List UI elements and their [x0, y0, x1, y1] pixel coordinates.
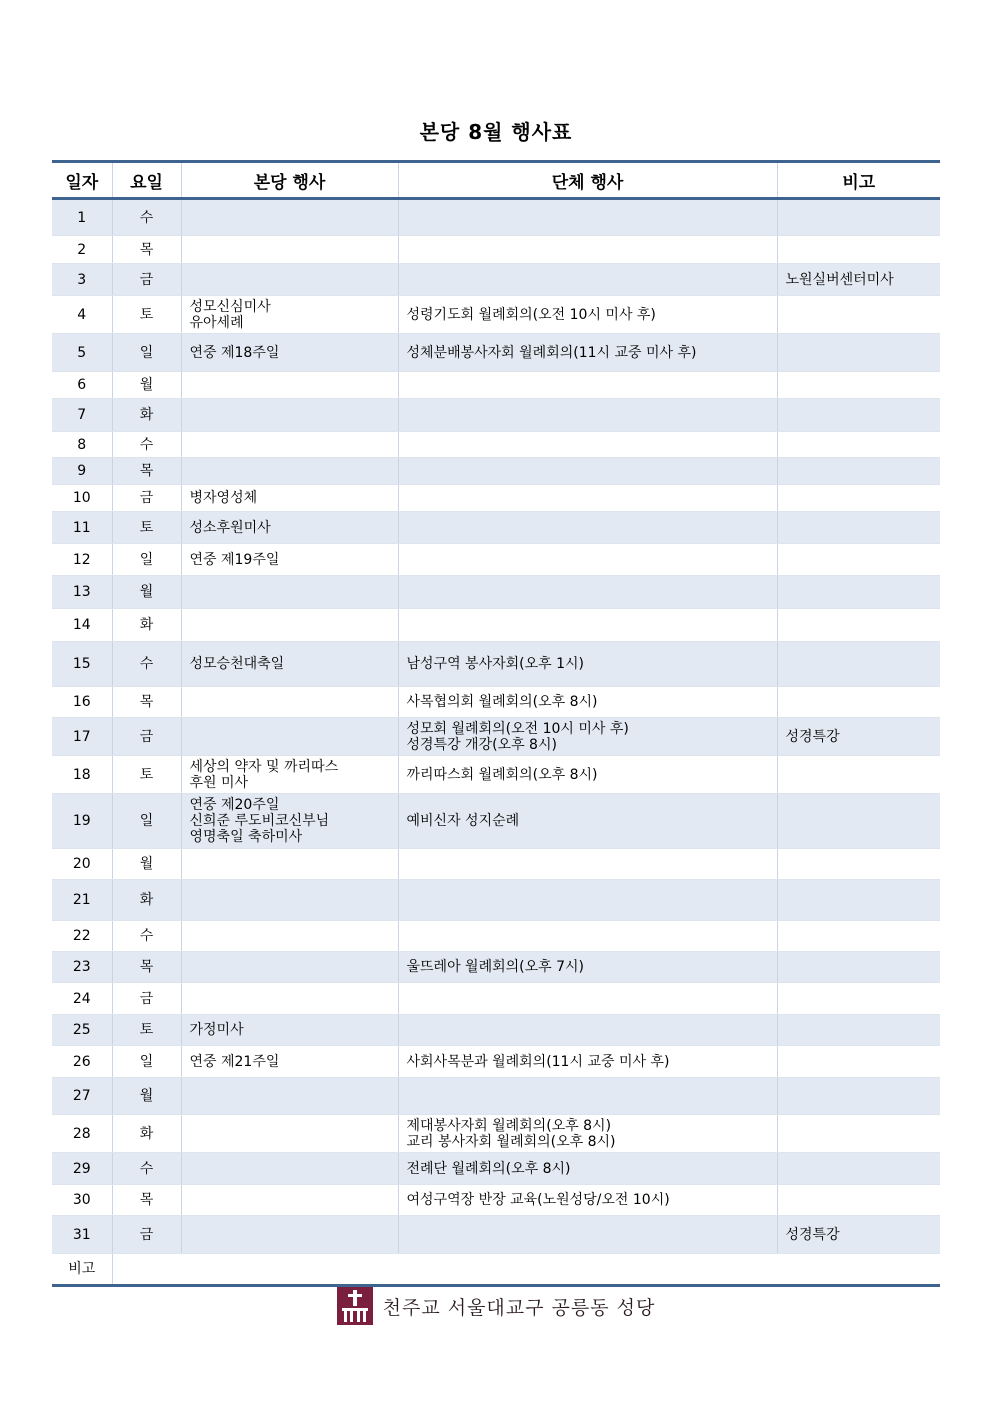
parish-event-cell	[181, 236, 398, 264]
table-row	[52, 485, 940, 512]
parish-event-cell	[181, 432, 398, 458]
weekday-cell: 금	[112, 264, 181, 296]
header-row	[52, 162, 940, 199]
table-row	[52, 1216, 940, 1254]
weekday-cell: 토	[112, 296, 181, 334]
group-event-cell	[398, 576, 777, 609]
remarks-cell	[777, 1153, 940, 1185]
footer	[0, 1287, 992, 1325]
weekday-cell: 일	[112, 544, 181, 576]
group-event-cell: 남성구역 봉사자회(오후 1시)	[398, 642, 777, 687]
table-row	[52, 399, 940, 432]
parish-event-cell: 성소후원미사	[181, 512, 398, 544]
table-row	[52, 544, 940, 576]
table-row	[52, 1046, 940, 1078]
date-cell: 9	[52, 458, 112, 485]
date-cell: 4	[52, 296, 112, 334]
weekday-cell: 화	[112, 399, 181, 432]
remarks-cell	[777, 576, 940, 609]
group-event-cell	[398, 372, 777, 399]
parish-event-cell	[181, 372, 398, 399]
table-row	[52, 952, 940, 983]
remarks-cell	[777, 1078, 940, 1115]
date-cell: 10	[52, 485, 112, 512]
group-event-cell	[398, 512, 777, 544]
col-header-date: 일자	[52, 162, 112, 199]
table-row	[52, 756, 940, 794]
group-event-cell	[398, 236, 777, 264]
table-row	[52, 1185, 940, 1216]
table-row	[52, 642, 940, 687]
date-cell: 31	[52, 1216, 112, 1254]
parish-event-cell	[181, 952, 398, 983]
date-cell: 27	[52, 1078, 112, 1115]
remarks-cell	[777, 983, 940, 1015]
weekday-cell: 수	[112, 432, 181, 458]
remarks-cell	[777, 458, 940, 485]
date-cell: 2	[52, 236, 112, 264]
date-cell: 25	[52, 1015, 112, 1046]
table-row	[52, 334, 940, 372]
remarks-cell	[777, 952, 940, 983]
table-row	[52, 199, 940, 236]
weekday-cell: 수	[112, 1153, 181, 1185]
weekday-cell: 금	[112, 718, 181, 756]
parish-event-cell	[181, 264, 398, 296]
group-event-cell	[398, 609, 777, 642]
weekday-cell: 월	[112, 372, 181, 399]
remarks-value	[112, 1254, 940, 1286]
weekday-cell: 금	[112, 485, 181, 512]
weekday-cell: 일	[112, 334, 181, 372]
group-event-cell	[398, 1078, 777, 1115]
remarks-cell	[777, 687, 940, 718]
parish-event-cell: 연중 제21주일	[181, 1046, 398, 1078]
weekday-cell: 수	[112, 642, 181, 687]
col-header-group-events: 단체 행사	[398, 162, 777, 199]
parish-event-cell: 성모승천대축일	[181, 642, 398, 687]
date-cell: 16	[52, 687, 112, 718]
date-cell: 30	[52, 1185, 112, 1216]
date-cell: 20	[52, 849, 112, 880]
remarks-cell	[777, 642, 940, 687]
weekday-cell: 토	[112, 512, 181, 544]
group-event-cell: 예비신자 성지순례	[398, 794, 777, 849]
cross-church-icon	[337, 1287, 373, 1325]
weekday-cell: 토	[112, 756, 181, 794]
date-cell: 5	[52, 334, 112, 372]
weekday-cell: 목	[112, 236, 181, 264]
remarks-cell	[777, 372, 940, 399]
weekday-cell: 월	[112, 576, 181, 609]
table-row	[52, 794, 940, 849]
group-event-cell: 성령기도회 월례회의(오전 10시 미사 후)	[398, 296, 777, 334]
remarks-cell	[777, 296, 940, 334]
group-event-cell	[398, 485, 777, 512]
parish-event-cell: 연중 제20주일 신희준 루도비코신부님 영명축일 축하미사	[181, 794, 398, 849]
date-cell: 26	[52, 1046, 112, 1078]
table-row	[52, 236, 940, 264]
remarks-cell	[777, 880, 940, 921]
parish-event-cell	[181, 880, 398, 921]
date-cell: 15	[52, 642, 112, 687]
weekday-cell: 화	[112, 609, 181, 642]
parish-event-cell: 연중 제18주일	[181, 334, 398, 372]
parish-event-cell	[181, 687, 398, 718]
table-row	[52, 687, 940, 718]
table-row	[52, 983, 940, 1015]
date-cell: 8	[52, 432, 112, 458]
parish-event-cell	[181, 399, 398, 432]
group-event-cell	[398, 544, 777, 576]
date-cell: 14	[52, 609, 112, 642]
group-event-cell	[398, 458, 777, 485]
remarks-cell	[777, 921, 940, 952]
weekday-cell: 토	[112, 1015, 181, 1046]
weekday-cell: 월	[112, 1078, 181, 1115]
table-row	[52, 372, 940, 399]
parish-event-cell	[181, 576, 398, 609]
table-row	[52, 609, 940, 642]
remarks-cell	[777, 544, 940, 576]
group-event-cell: 여성구역장 반장 교육(노원성당/오전 10시)	[398, 1185, 777, 1216]
remarks-label: 비고	[52, 1254, 112, 1286]
remarks-cell	[777, 1115, 940, 1153]
parish-event-cell	[181, 609, 398, 642]
remarks-cell	[777, 1185, 940, 1216]
footer-parish-name: 천주교 서울대교구 공릉동 성당	[382, 1296, 656, 1319]
group-event-cell: 제대봉사자회 월례회의(오후 8시) 교리 봉사자회 월례회의(오후 8시)	[398, 1115, 777, 1153]
table-row	[52, 512, 940, 544]
group-event-cell: 까리따스회 월례회의(오후 8시)	[398, 756, 777, 794]
remarks-cell: 노원실버센터미사	[777, 264, 940, 296]
remarks-cell	[777, 512, 940, 544]
group-event-cell	[398, 1015, 777, 1046]
group-event-cell	[398, 199, 777, 236]
group-event-cell: 전례단 월례회의(오후 8시)	[398, 1153, 777, 1185]
parish-event-cell	[181, 199, 398, 236]
table-row	[52, 1078, 940, 1115]
remarks-cell	[777, 399, 940, 432]
date-cell: 3	[52, 264, 112, 296]
date-cell: 18	[52, 756, 112, 794]
table-row	[52, 576, 940, 609]
date-cell: 1	[52, 199, 112, 236]
weekday-cell: 금	[112, 983, 181, 1015]
parish-event-cell	[181, 1115, 398, 1153]
date-cell: 13	[52, 576, 112, 609]
weekday-cell: 목	[112, 687, 181, 718]
parish-event-cell	[181, 458, 398, 485]
date-cell: 22	[52, 921, 112, 952]
remarks-cell	[777, 609, 940, 642]
weekday-cell: 목	[112, 952, 181, 983]
parish-event-cell: 연중 제19주일	[181, 544, 398, 576]
remarks-cell	[777, 432, 940, 458]
group-event-cell: 사회사목분과 월례회의(11시 교중 미사 후)	[398, 1046, 777, 1078]
remarks-cell	[777, 849, 940, 880]
weekday-cell: 수	[112, 921, 181, 952]
parish-event-cell	[181, 849, 398, 880]
parish-event-cell: 성모신심미사 유아세례	[181, 296, 398, 334]
remarks-cell	[777, 236, 940, 264]
remarks-row	[52, 1254, 940, 1286]
group-event-cell	[398, 399, 777, 432]
parish-event-cell	[181, 1216, 398, 1254]
table-row	[52, 458, 940, 485]
parish-event-cell: 가정미사	[181, 1015, 398, 1046]
remarks-cell	[777, 1015, 940, 1046]
weekday-cell: 목	[112, 1185, 181, 1216]
col-header-remarks: 비고	[777, 162, 940, 199]
date-cell: 12	[52, 544, 112, 576]
parish-event-cell	[181, 1078, 398, 1115]
date-cell: 24	[52, 983, 112, 1015]
date-cell: 7	[52, 399, 112, 432]
weekday-cell: 화	[112, 880, 181, 921]
date-cell: 19	[52, 794, 112, 849]
parish-event-cell	[181, 1185, 398, 1216]
weekday-cell: 월	[112, 849, 181, 880]
remarks-cell	[777, 199, 940, 236]
remarks-cell	[777, 756, 940, 794]
weekday-cell: 금	[112, 1216, 181, 1254]
event-schedule-table	[52, 160, 940, 1287]
date-cell: 6	[52, 372, 112, 399]
col-header-parish-events: 본당 행사	[181, 162, 398, 199]
group-event-cell: 울뜨레아 월례회의(오후 7시)	[398, 952, 777, 983]
group-event-cell: 성체분배봉사자회 월례회의(11시 교중 미사 후)	[398, 334, 777, 372]
group-event-cell: 사목협의회 월례회의(오후 8시)	[398, 687, 777, 718]
parish-event-cell: 세상의 약자 및 까리따스 후원 미사	[181, 756, 398, 794]
group-event-cell	[398, 264, 777, 296]
group-event-cell	[398, 880, 777, 921]
table-row	[52, 1153, 940, 1185]
remarks-cell	[777, 794, 940, 849]
remarks-cell	[777, 334, 940, 372]
weekday-cell: 화	[112, 1115, 181, 1153]
date-cell: 17	[52, 718, 112, 756]
date-cell: 21	[52, 880, 112, 921]
remarks-cell: 성경특강	[777, 1216, 940, 1254]
group-event-cell	[398, 1216, 777, 1254]
parish-event-cell: 병자영성체	[181, 485, 398, 512]
weekday-cell: 수	[112, 199, 181, 236]
group-event-cell	[398, 921, 777, 952]
table-row	[52, 921, 940, 952]
date-cell: 23	[52, 952, 112, 983]
date-cell: 28	[52, 1115, 112, 1153]
table-row	[52, 264, 940, 296]
date-cell: 11	[52, 512, 112, 544]
col-header-weekday: 요일	[112, 162, 181, 199]
parish-event-cell	[181, 718, 398, 756]
group-event-cell	[398, 849, 777, 880]
table-row	[52, 432, 940, 458]
parish-event-cell	[181, 921, 398, 952]
weekday-cell: 일	[112, 794, 181, 849]
group-event-cell	[398, 432, 777, 458]
table-row	[52, 1015, 940, 1046]
group-event-cell: 성모회 월례회의(오전 10시 미사 후) 성경특강 개강(오후 8시)	[398, 718, 777, 756]
table-row	[52, 1115, 940, 1153]
remarks-cell	[777, 485, 940, 512]
table-row	[52, 849, 940, 880]
table-row	[52, 718, 940, 756]
group-event-cell	[398, 983, 777, 1015]
table-row	[52, 880, 940, 921]
weekday-cell: 일	[112, 1046, 181, 1078]
parish-event-cell	[181, 1153, 398, 1185]
remarks-cell: 성경특강	[777, 718, 940, 756]
date-cell: 29	[52, 1153, 112, 1185]
weekday-cell: 목	[112, 458, 181, 485]
remarks-cell	[777, 1046, 940, 1078]
table-row	[52, 296, 940, 334]
parish-event-cell	[181, 983, 398, 1015]
page-title: 본당 8월 행사표	[419, 120, 573, 144]
